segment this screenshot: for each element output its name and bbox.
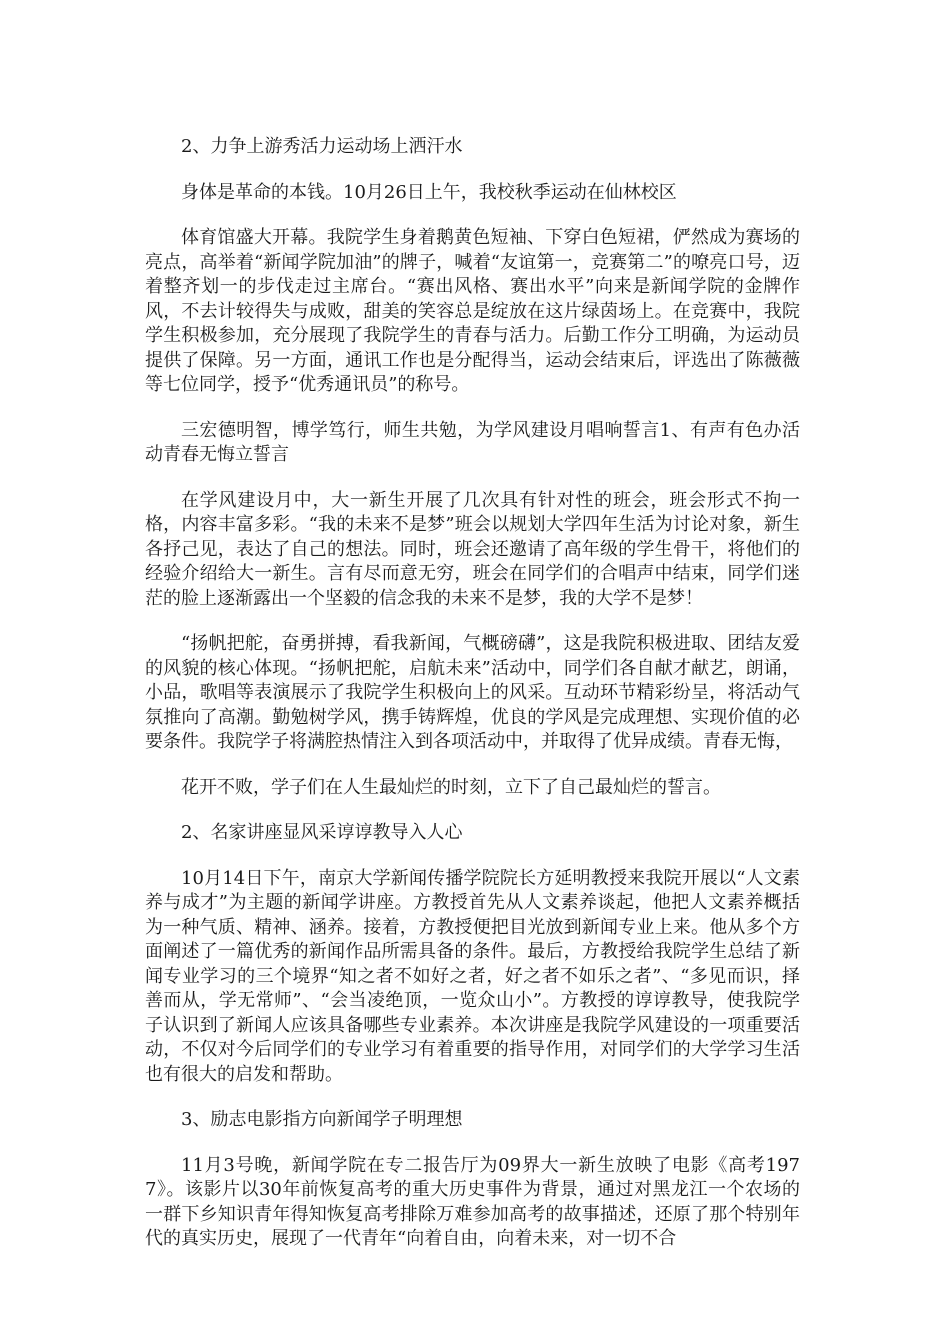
document-body: [145, 135, 800, 1273]
paragraph-sail-activity: “扬帆把舵，奋勇拼搏，看我新闻，气概磅礴”，这是我院积极进取、团结友爱的风貌的核心体现。“扬帆把舵，启航未来”活动中，同学们各自献才献艺，朗诵，小品，歌唱等表演展示了我院学生积极向上的风采。互动环节精彩纷呈，将活动气氛推向了高潮。勤勉树学风，携手铸辉煌，优良的学风是完成理想、实现价值的必要条件。我院学子将满腔热情注入到各项活动中，并取得了优异成绩。青春无悔，: [145, 633, 800, 752]
paragraph-sports-intro: 身体是革命的本钱。10月26日上午，我校秋季运动在仙林校区: [181, 181, 677, 203]
paragraph-sports-detail: 体育馆盛大开幕。我院学生身着鹅黄色短袖、下穿白色短裙，俨然成为赛场的亮点，高举着“新闻学院加油”的牌子，喊着“友谊第一，竞赛第二”的嘹亮口号，迈着整齐划一的步伐走过主席台。“赛出风格、赛出水平”向来是新闻学院的金牌作风，不去计较得失与成败，甜美的笑容总是绽放在这片绿茵场上。在竞赛中，我院学生积极参加，充分展现了我院学生的青春与活力。后勤工作分工明确，为运动员提供了保障。另一方面，通讯工作也是分配得当，运动会结束后，评选出了陈薇薇等七位同学，授予“优秀通讯员”的称号。: [145, 227, 800, 395]
paragraph-study-month-title: 三宏德明智，博学笃行，师生共勉，为学风建设月唱响誓言1、有声有色办活动青春无悔立誓言: [145, 419, 800, 465]
section-heading-film: 3、励志电影指方向新闻学子明理想: [181, 1109, 463, 1130]
section-heading-lecture: 2、名家讲座显风采谆谆教导入人心: [181, 822, 463, 843]
paragraph-lecture: 10月14日下午，南京大学新闻传播学院院长方延明教授来我院开展以“人文素养与成才”为主题的新闻学讲座。方教授首先从人文素养谈起，他把人文素养概括为一种气质、精神、涵养。接着，方教授便把目光放到新闻专业上来。他从多个方面阐述了一篇优秀的新闻作品所需具备的条件。最后，方教授给我院学生总结了新闻专业学习的三个境界“知之者不如好之者，好之者不如乐之者”、“多见而识，择善而从，学无常师”、“会当凌绝顶，一览众山小”。方教授的谆谆教导，使我院学子认识到了新闻人应该具备哪些专业素养。本次讲座是我院学风建设的一项重要活动，不仅对今后同学们的专业学习有着重要的指导作用，对同学们的大学学习生活也有很大的启发和帮助。: [145, 867, 800, 1085]
paragraph-vow: 花开不败，学子们在人生最灿烂的时刻，立下了自己最灿烂的誓言。: [181, 776, 721, 798]
paragraph-film: 11月3号晚，新闻学院在专二报告厅为09界大一新生放映了电影《高考1977》。该影片以30年前恢复高考的重大历史事件为背景，通过对黑龙江一个农场的一群下乡知识青年得知恢复高考排除万难参加高考的故事描述，还原了那个特别年代的真实历史，展现了一代青年“向着自由，向着未来，对一切不合: [145, 1154, 800, 1249]
paragraph-class-meeting: 在学风建设月中，大一新生开展了几次具有针对性的班会，班会形式不拘一格，内容丰富多彩。“我的未来不是梦”班会以规划大学四年生活为讨论对象，新生各抒己见，表达了自己的想法。同时，班会还邀请了高年级的学生骨干，将他们的经验介绍给大一新生。言有尽而意无穷，班会在同学们的合唱声中结束，同学们迷茫的脸上逐渐露出一个坚毅的信念我的未来不是梦，我的大学不是梦！: [145, 489, 800, 609]
section-heading-sports: 2、力争上游秀活力运动场上洒汗水: [181, 136, 463, 157]
